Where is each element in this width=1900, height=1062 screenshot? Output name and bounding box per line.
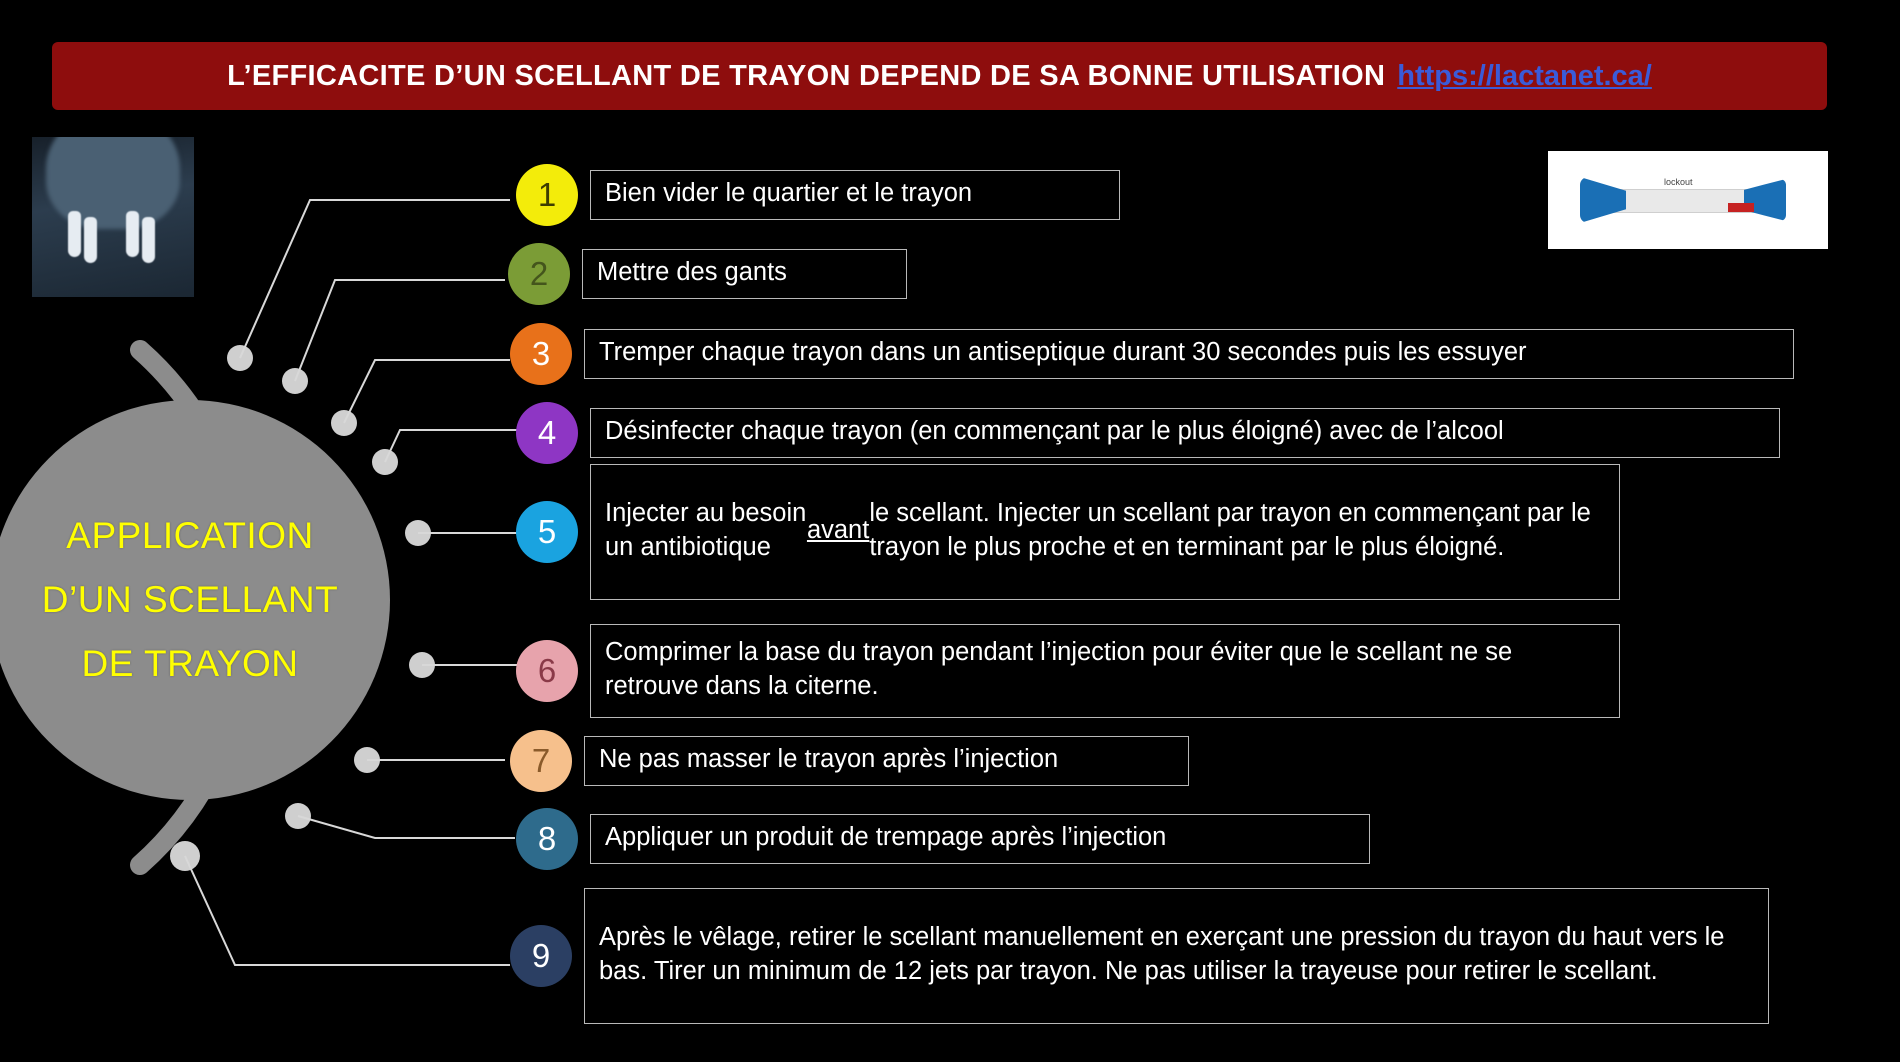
leader-9: [185, 856, 510, 965]
syringe-red-band: [1728, 203, 1754, 212]
step-8-text: Appliquer un produit de trempage après l’injection: [590, 814, 1370, 864]
syringe-cap: [1744, 179, 1786, 221]
center-circle: [0, 400, 390, 800]
step-9-badge: 9: [510, 925, 572, 987]
arc-node-7: [354, 747, 380, 773]
center-line-3: DE TRAYON: [81, 643, 299, 684]
arc-node-5: [405, 520, 431, 546]
step-2-text: Mettre des gants: [582, 249, 907, 299]
step-2[interactable]: [508, 243, 907, 305]
page-title: L’EFFICACITE D’UN SCELLANT DE TRAYON DEPEND DE SA BONNE UTILISATION: [227, 59, 1386, 92]
step-4-text: Désinfecter chaque trayon (en commençant par le plus éloigné) avec de l’alcool: [590, 408, 1780, 458]
title-banner: [52, 42, 1827, 110]
step-9-text: Après le vêlage, retirer le scellant manuellement en exerçant une pression du trayon du haut vers le bas. Tirer un minimum de 12 jets par trayon. Ne pas utiliser la trayeuse pour retirer le scellant.: [584, 888, 1769, 1024]
lactanet-link[interactable]: https://lactanet.ca/: [1397, 59, 1652, 92]
step-8[interactable]: [516, 808, 1370, 870]
step-8-badge: 8: [516, 808, 578, 870]
step-4-badge: 4: [516, 402, 578, 464]
step-1-text: Bien vider le quartier et le trayon: [590, 170, 1120, 220]
arc-node-3: [331, 410, 357, 436]
arc-node-4: [372, 449, 398, 475]
arc-node-1: [227, 345, 253, 371]
leader-1: [240, 200, 510, 358]
step-3-badge: 3: [510, 323, 572, 385]
arc-node-9: [170, 841, 200, 871]
step-6-text: Comprimer la base du trayon pendant l’injection pour éviter que le scellant ne se retrouve dans la citerne.: [590, 624, 1620, 718]
step-3[interactable]: [510, 323, 1794, 385]
teat-icon: [84, 217, 97, 263]
udder-photo: [32, 137, 194, 297]
teat-icon: [142, 217, 155, 263]
arc-node-2: [282, 368, 308, 394]
step-2-badge: 2: [508, 243, 570, 305]
step-7[interactable]: [510, 730, 1189, 792]
arc-node-8: [285, 803, 311, 829]
step-1-badge: 1: [516, 164, 578, 226]
step-5-badge: 5: [516, 501, 578, 563]
step-6-badge: 6: [516, 640, 578, 702]
center-line-2: D’UN SCELLANT: [41, 579, 339, 620]
leader-8: [298, 816, 515, 838]
step-4[interactable]: [516, 402, 1780, 464]
teat-icon: [126, 211, 139, 257]
teat-sealant-syringe-photo: [1548, 151, 1828, 249]
syringe-label: lockout: [1664, 177, 1693, 187]
leader-3: [344, 360, 510, 423]
syringe-plunger: [1580, 177, 1626, 223]
step-1[interactable]: [516, 164, 1120, 226]
step-3-text: Tremper chaque trayon dans un antiseptique durant 30 secondes puis les essuyer: [584, 329, 1794, 379]
step-5[interactable]: [516, 464, 1620, 600]
arc-node-6: [409, 652, 435, 678]
step-6[interactable]: [516, 624, 1620, 718]
udder-shape: [46, 137, 180, 229]
leader-2: [295, 280, 505, 381]
step-7-badge: 7: [510, 730, 572, 792]
step-7-text: Ne pas masser le trayon après l’injection: [584, 736, 1189, 786]
step-9[interactable]: [510, 888, 1769, 1024]
center-line-1: APPLICATION: [66, 515, 314, 556]
step-5-text: Injecter au besoin un antibiotique avant le scellant. Injecter un scellant par trayon en commençant par le trayon le plus proche et en terminant par le plus éloigné.: [590, 464, 1620, 600]
leader-4: [385, 430, 520, 462]
teat-icon: [68, 211, 81, 257]
